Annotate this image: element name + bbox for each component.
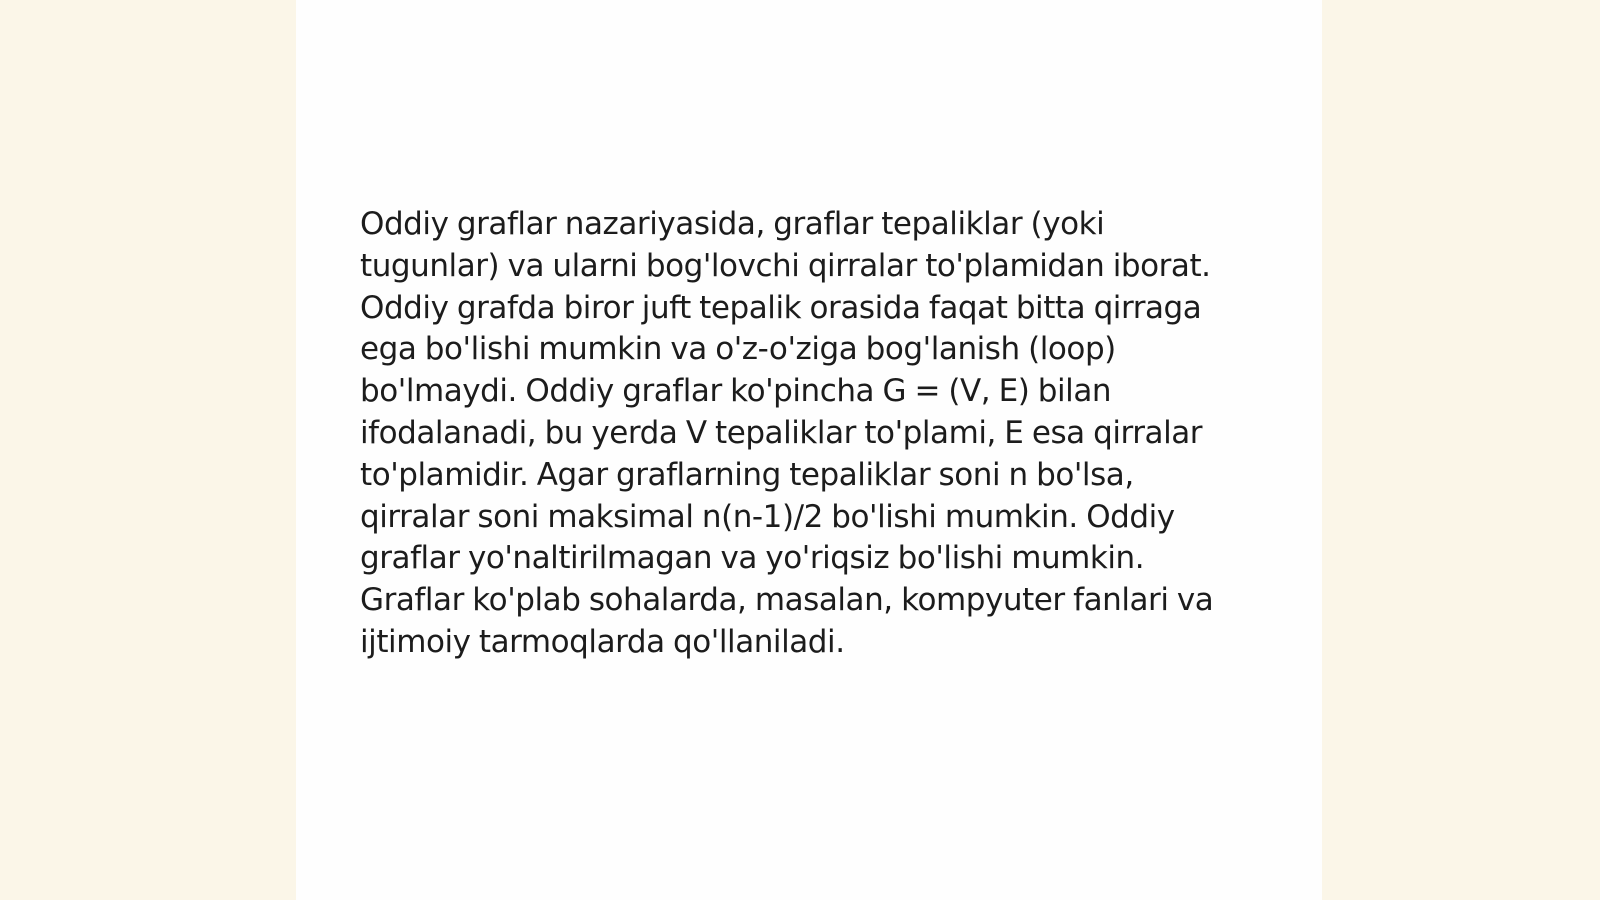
right-background-panel — [1322, 0, 1600, 900]
slide-page — [296, 0, 1322, 900]
left-background-panel — [0, 0, 296, 900]
slide-body-text: Oddiy graflar nazariyasida, graflar tepaliklar (yoki tugunlar) va ularni bog'lovchi qirralar to'plamidan iborat. Oddiy grafda biror juft tepalik orasida faqat bitta qirraga ega bo'lishi mumkin va o'z-o'ziga bog'lanish (loop) bo'lmaydi. Oddiy graflar ko'pincha G = (V, E) bilan ifodalanadi, bu yerda V tepaliklar to'plami, E esa qirralar to'plamidir. Agar graflarning tepaliklar soni n bo'lsa, qirralar soni maksimal n(n-1)/2 bo'lishi mumkin. Oddiy graflar yo'naltirilmagan va yo'riqsiz bo'lishi mumkin. Graflar ko'plab sohalarda, masalan, kompyuter fanlari va ijtimoiy tarmoqlarda qo'llaniladi. — [360, 206, 1214, 660]
